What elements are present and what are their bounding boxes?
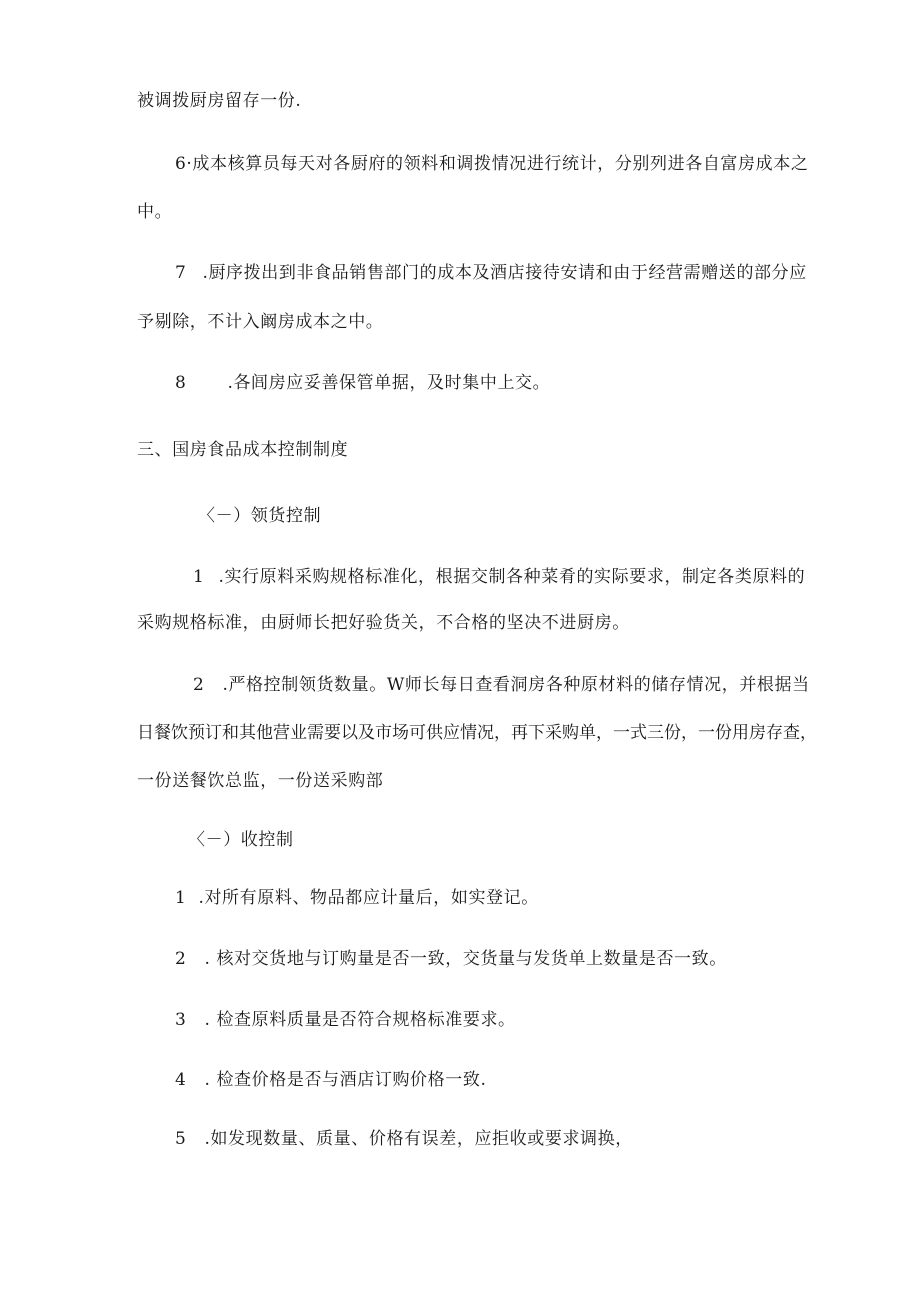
sub2-item-2-number: 2 [175,949,187,969]
sub2-item-2-text: . 核对交货地与订购量是否一致，交货量与发货单上数量是否一致。 [204,949,727,969]
sub2-item-1 [175,887,539,909]
sub2-item-2 [175,948,727,970]
sub1-item-2-line-1 [193,674,810,696]
sub1-item-1-number: 1 [193,567,205,587]
sub2-item-4 [175,1069,486,1091]
sub1-item-2-number: 2 [193,675,205,695]
sub2-item-1-number: 1 [175,888,187,908]
sub2-item-1-text: .对所有原料、物品都应计量后，如实登记。 [198,888,539,908]
sub2-item-5-number: 5 [175,1129,187,1149]
item-7-line-2: 予剔除，不计入阚房成本之中。 [137,312,384,332]
item-6-line-1: 6·成本核算员每天对各厨府的领料和调拨情况进行统计，分别列进各自富房成本之 [175,154,809,174]
sub2-item-5 [175,1128,633,1150]
sub1-item-1-line-1 [193,566,805,588]
sub2-item-3 [175,1009,516,1031]
item-7-text: .厨序拨出到非食品销售部门的成本及酒店接待安请和由于经营需赠送的部分应 [202,263,807,283]
subsection-1-heading: 〈－）领货控制 [198,506,322,526]
sub2-item-4-number: 4 [175,1070,187,1090]
item-7-line-1 [175,262,807,284]
item-7-number: 7 [175,263,187,283]
paragraph-carryover: 被调拨厨房留存一份. [137,91,302,111]
sub2-item-3-text: . 检查原料质量是否符合规格标准要求。 [204,1010,516,1030]
sub1-item-1-line-2: 采购规格标准，由厨师长把好验货关，不合格的坚决不进厨房。 [137,613,630,633]
item-8-text: .各闾房应妥善保管单据，及时集中上交。 [227,373,551,393]
sub2-item-5-text: .如发现数量、质量、价格有误差，应拒收或要求调换， [204,1129,633,1149]
subsection-2-heading: 〈－）收控制 [188,830,294,850]
item-8-number: 8 [175,373,187,393]
sub1-item-1-text: .实行原料采购规格标准化，根据交制各种菜肴的实际要求，制定各类原料的 [218,567,806,587]
sub1-item-2-line-2: 日餐饮预订和其他营业需要以及市场可供应情况，再下采购单，一式三份，一份用房存查， [137,723,817,743]
sub2-item-4-text: . 检查价格是否与酒店订购价格一致. [204,1070,487,1090]
sub1-item-2-text: .严格控制领货数量。W师长每日查看洞房各种原材料的储存情况，并根据当 [222,675,810,695]
sub2-item-3-number: 3 [175,1010,187,1030]
item-6-line-2: 中。 [137,202,173,222]
item-8 [175,372,550,394]
sub1-item-2-line-3: 一份送餐饮总监，一份送采购部 [137,771,384,791]
section-3-heading: 三、国房食品成本控制制度 [137,440,349,460]
